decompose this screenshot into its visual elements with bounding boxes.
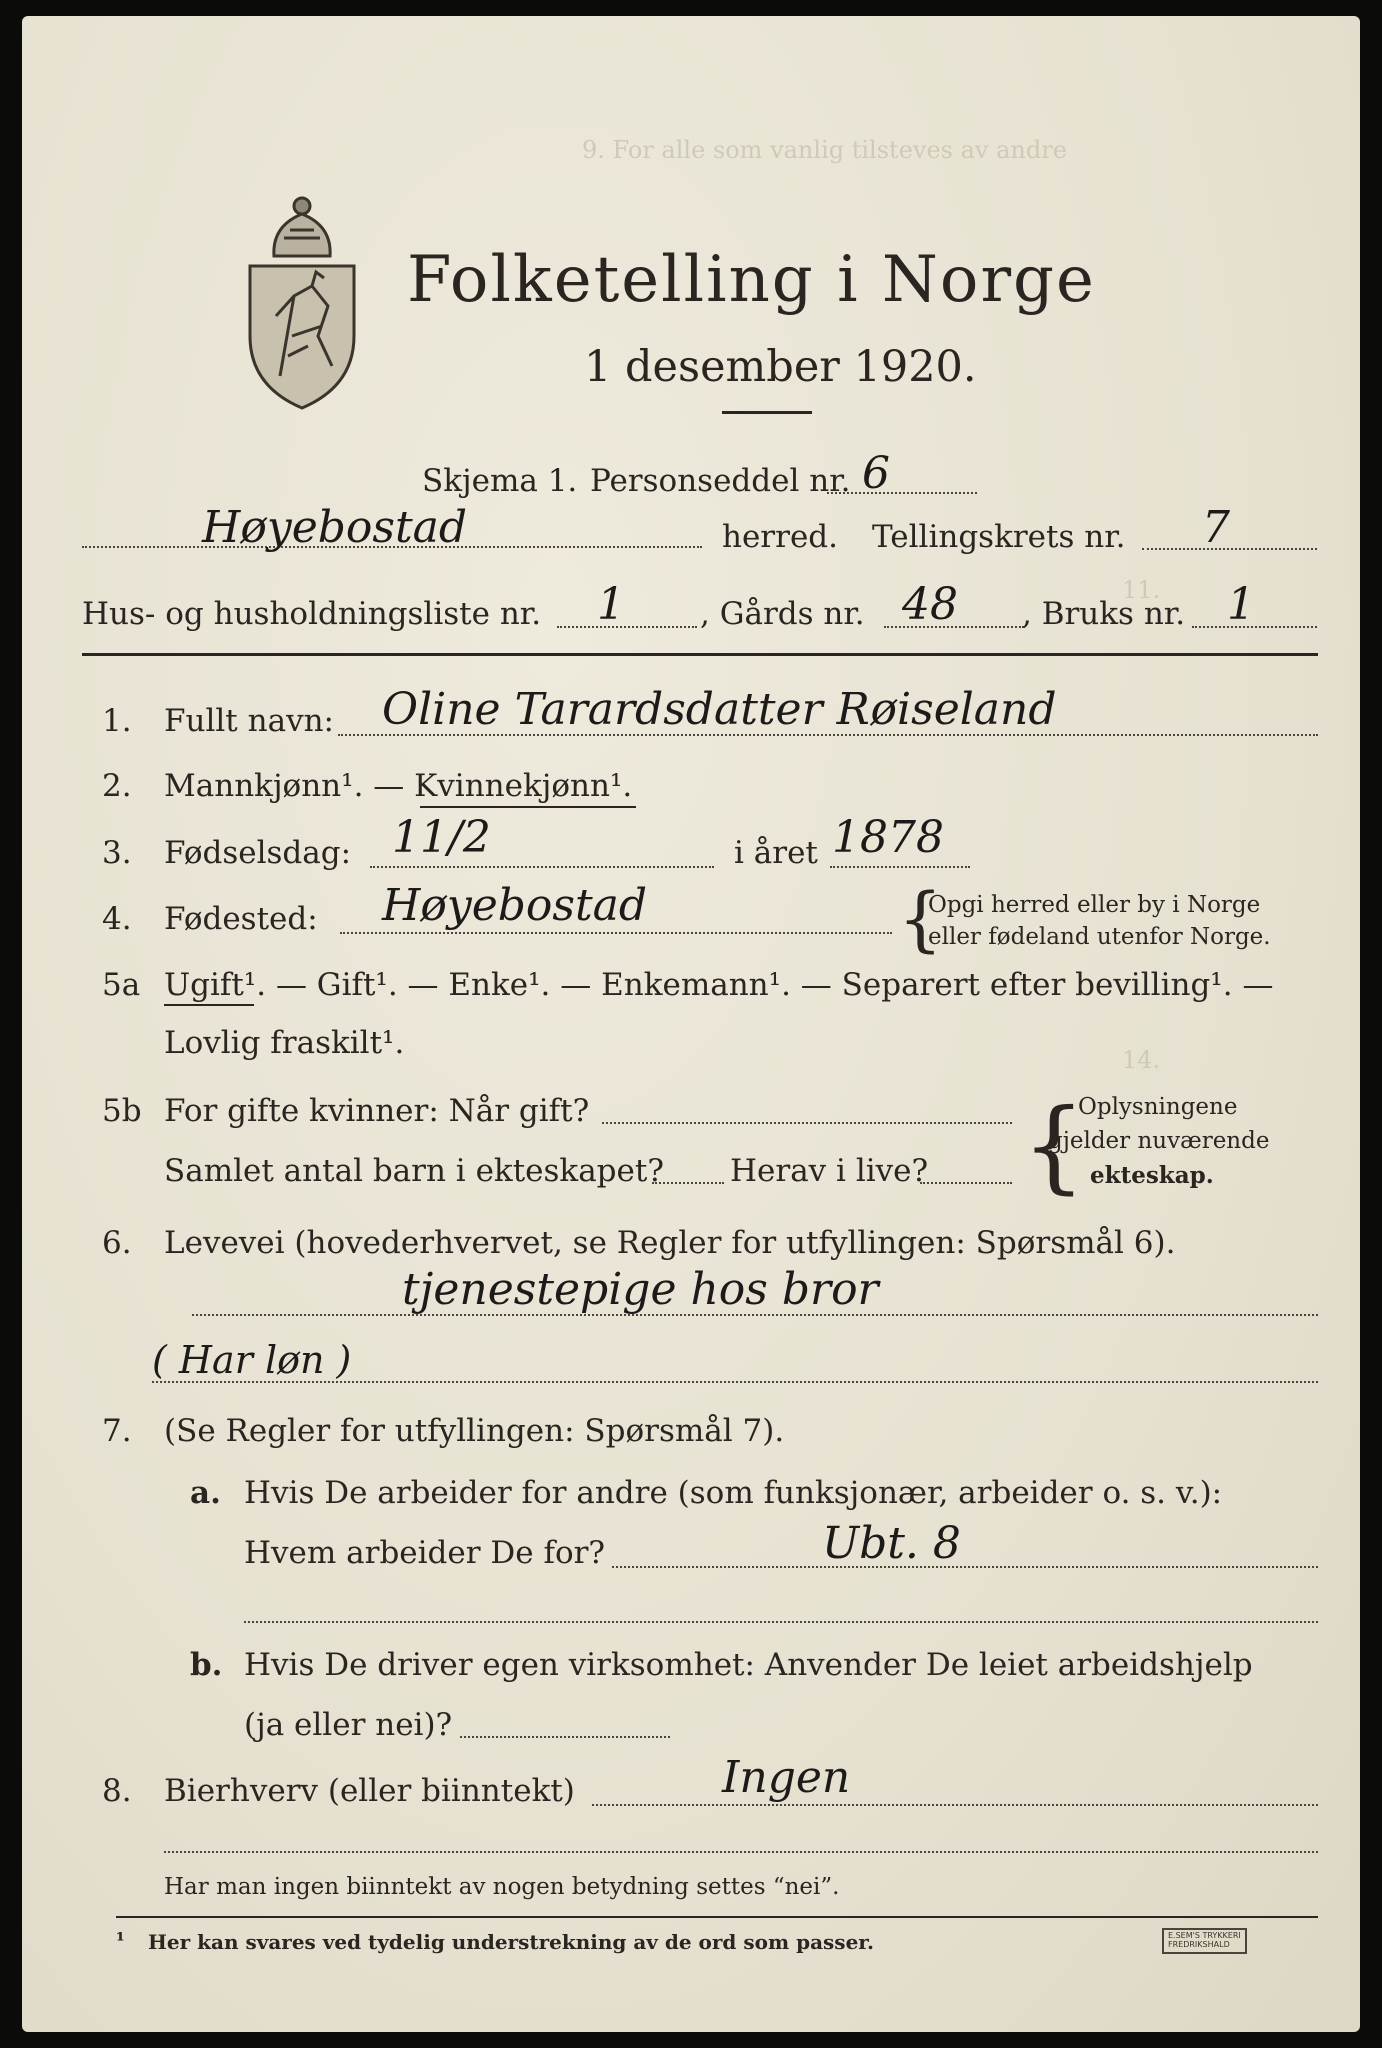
birth-year-value: 1878 xyxy=(832,812,944,863)
employer-value: Ubt. 8 xyxy=(822,1518,961,1569)
husholdningsliste-value: 1 xyxy=(597,579,625,630)
tellingskrets-label: Tellingskrets nr. xyxy=(872,519,1126,555)
q6-number: 6. xyxy=(102,1225,132,1261)
employer-line xyxy=(612,1566,1318,1568)
gender-options: Mannkjønn¹. — Kvinnekjønn¹. xyxy=(164,768,633,804)
q7a-letter: a. xyxy=(190,1475,221,1511)
q2-number: 2. xyxy=(102,768,132,804)
side-income-label: Bierhverv (eller biinntekt) xyxy=(164,1773,575,1809)
footnote-text: Her kan svares ved tydelig understrekning av de ord som passer. xyxy=(148,1930,874,1954)
herred-value: Høyebostad xyxy=(202,502,468,553)
marriage-note-line2: gjelder nuværende xyxy=(1048,1128,1270,1154)
marital-status-options: Ugift¹. — Gift¹. — Enke¹. — Enkemann¹. — Separert efter bevilling¹. — xyxy=(164,967,1274,1003)
employer-label: Hvem arbeider De for? xyxy=(244,1535,606,1571)
side-income-value: Ingen xyxy=(722,1752,851,1803)
marriage-note-line1: Oplysningene xyxy=(1078,1094,1238,1120)
personseddel-line xyxy=(827,492,977,494)
footnote-mark: ¹ xyxy=(116,1928,125,1952)
q7-number: 7. xyxy=(102,1413,132,1449)
q7b-letter: b. xyxy=(190,1647,223,1683)
children-alive-label: Herav i live? xyxy=(730,1153,929,1189)
q4-label: Fødested: xyxy=(164,901,318,937)
side-income-note: Har man ingen biinntekt av nogen betydning settes “nei”. xyxy=(164,1874,840,1900)
q7b-question: Hvis De driver egen virksomhet: Anvender De leiet arbeidshjelp xyxy=(244,1647,1253,1683)
printer-stamp-line1: E.SEM'S TRYKKERI xyxy=(1168,1931,1241,1940)
bleed-through-text: 11. xyxy=(1122,576,1161,604)
personseddel-label: Personseddel nr. xyxy=(590,463,851,499)
gards-value: 48 xyxy=(902,579,958,630)
form-date: 1 desember 1920. xyxy=(584,342,977,392)
herred-label: herred. xyxy=(722,519,838,555)
birthday-value: 11/2 xyxy=(392,812,491,863)
q1-label: Fullt navn: xyxy=(164,703,334,739)
footer-rule xyxy=(116,1916,1318,1918)
header-rule xyxy=(82,653,1318,656)
occupation-label: Levevei (hovederhvervet, se Regler for utfyllingen: Spørsmål 6). xyxy=(164,1225,1176,1261)
q5a-number: 5a xyxy=(102,967,141,1003)
form-title: Folketelling i Norge xyxy=(407,243,1096,317)
occupation-note-value: ( Har løn ) xyxy=(152,1338,352,1382)
birthplace-note-line2: eller fødeland utenfor Norge. xyxy=(928,924,1271,950)
printer-stamp-line2: FREDRIKSHALD xyxy=(1168,1939,1230,1949)
husholdningsliste-line xyxy=(557,626,697,628)
bleed-through-text: 9. For alle som vanlig tilsteves av andre xyxy=(582,136,1067,164)
paper-sheet xyxy=(22,16,1360,2032)
printer-stamp xyxy=(1162,1928,1247,1954)
marital-status-underline-mark xyxy=(164,1004,254,1006)
occupation-value: tjenestepige hos bror xyxy=(402,1264,879,1315)
q3-number: 3. xyxy=(102,835,132,871)
birthplace-value: Høyebostad xyxy=(382,880,648,931)
q4-number: 4. xyxy=(102,901,132,937)
tellingskrets-value: 7 xyxy=(1202,502,1230,553)
birthplace-note-brace: { xyxy=(898,878,943,960)
children-count-line xyxy=(652,1182,724,1184)
birthplace-note-line1: Opgi herred eller by i Norge xyxy=(928,892,1261,918)
full-name-value: Oline Tarardsdatter Røiseland xyxy=(382,684,1057,735)
employer-line2 xyxy=(244,1621,1318,1623)
children-alive-line xyxy=(920,1182,1012,1184)
marriage-note-brace: { xyxy=(1022,1087,1086,1204)
gards-label: , Gårds nr. xyxy=(700,596,865,632)
side-income-line2 xyxy=(164,1851,1318,1853)
title-divider xyxy=(722,411,812,414)
skjema-label: Skjema 1. xyxy=(422,463,578,499)
birth-year-line xyxy=(830,866,970,868)
q7a-question: Hvis De arbeider for andre (som funksjonær, arbeider o. s. v.): xyxy=(244,1475,1223,1511)
q7-label: (Se Regler for utfyllingen: Spørsmål 7). xyxy=(164,1413,785,1449)
bruks-value: 1 xyxy=(1227,579,1255,630)
husholdningsliste-label: Hus- og husholdningsliste nr. xyxy=(82,596,542,632)
personseddel-value: 6 xyxy=(862,448,890,499)
birthplace-line xyxy=(340,932,892,934)
hired-help-line xyxy=(460,1736,670,1738)
when-married-label: For gifte kvinner: Når gift? xyxy=(164,1093,590,1129)
marriage-note-line3: ekteskap. xyxy=(1090,1162,1214,1189)
norwegian-coat-of-arms-icon xyxy=(232,186,372,416)
q3-label: Fødselsdag: xyxy=(164,835,352,871)
when-married-line xyxy=(602,1122,1012,1124)
gender-underline-mark xyxy=(420,806,636,808)
side-income-line xyxy=(592,1804,1318,1806)
bruks-label: , Bruks nr. xyxy=(1022,596,1186,632)
birth-year-label: i året xyxy=(734,835,818,871)
q5b-number: 5b xyxy=(102,1093,142,1129)
birthday-line xyxy=(370,866,714,868)
hired-help-label: (ja eller nei)? xyxy=(244,1707,453,1743)
q1-number: 1. xyxy=(102,703,132,739)
q8-number: 8. xyxy=(102,1773,132,1809)
bleed-through-text: 14. xyxy=(1122,1046,1161,1074)
children-count-label: Samlet antal barn i ekteskapet? xyxy=(164,1153,664,1189)
marital-status-options-line2: Lovlig fraskilt¹. xyxy=(164,1025,405,1061)
